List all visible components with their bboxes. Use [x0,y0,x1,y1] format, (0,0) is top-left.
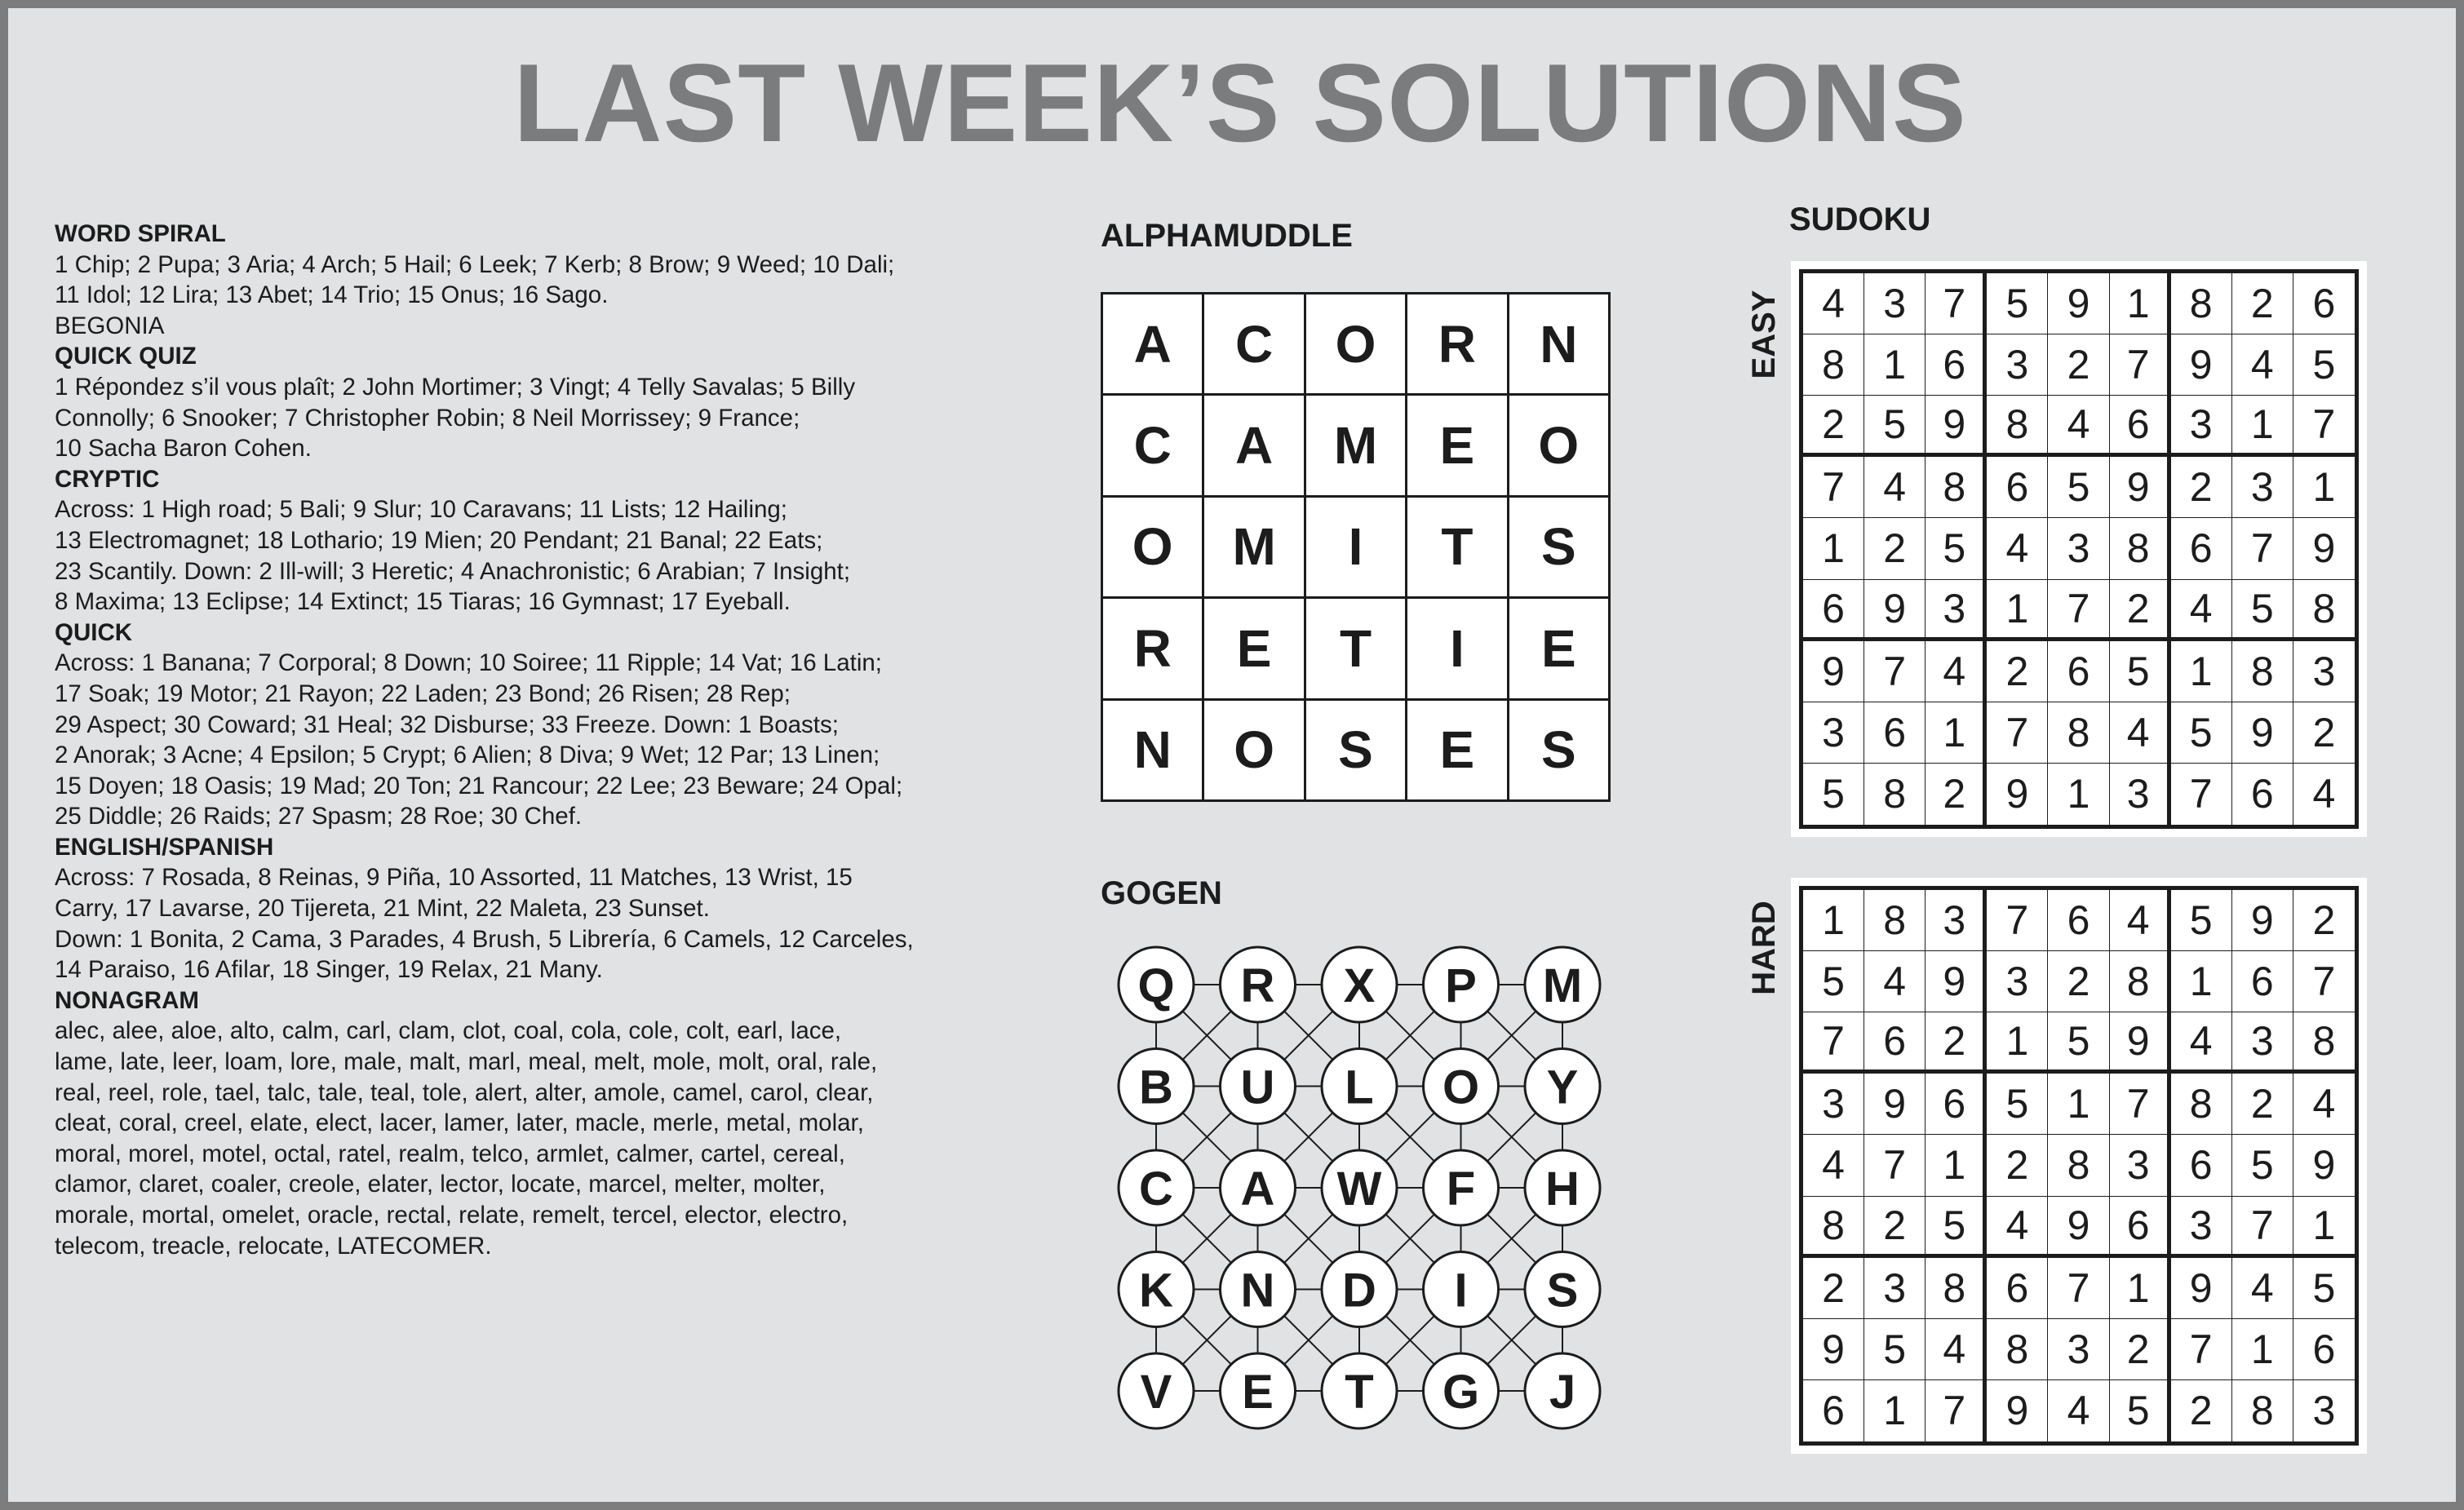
sudoku-hard-cell: 7 [1987,890,2048,951]
sudoku-hard-cell: 3 [2048,1319,2109,1380]
sudoku-easy-cell: 3 [2048,518,2109,579]
solution-line: moral, morel, motel, octal, ratel, realm, telco, armlet, calmer, cartel, cereal, [55,1140,845,1167]
sudoku-easy-cell: 1 [2048,764,2109,825]
solution-line: 15 Doyen; 18 Oasis; 19 Mad; 20 Ton; 21 Rancour; 22 Lee; 23 Beware; 24 Opal; [55,772,903,799]
sudoku-hard-cell: 5 [2232,1135,2293,1196]
alphamuddle-cell: I [1306,498,1405,596]
sudoku-easy-cell: 6 [1987,457,2048,518]
sudoku-easy-cell: 7 [1803,457,1864,518]
alphamuddle-cell: R [1407,294,1506,393]
sudoku-hard-cell: 7 [2293,951,2355,1012]
sudoku-hard-cell: 3 [2171,1197,2232,1258]
solution-line: 10 Sacha Baron Cohen. [55,435,312,463]
gogen-node [1119,1049,1194,1124]
solution-line: 2 Anorak; 3 Acne; 4 Epsilon; 5 Crypt; 6 Alien; 8 Diva; 9 Wet; 12 Par; 13 Linen; [55,742,880,769]
gogen-node [1119,947,1194,1022]
sudoku-hard-cell: 3 [2110,1135,2171,1196]
solution-line: alec, alee, aloe, alto, calm, carl, clam, clot, coal, cola, cole, colt, earl, lace, [55,1017,842,1045]
sudoku-easy-cell: 5 [1926,518,1987,579]
sudoku-easy-cell: 6 [2232,764,2293,825]
gogen-node [1221,1049,1296,1124]
sudoku-hard-cell: 2 [2232,1074,2293,1135]
gogen-node [1424,1252,1499,1327]
sudoku-hard-cell: 2 [1926,1012,1987,1074]
gogen-node [1322,1150,1397,1225]
sudoku-easy-cell: 3 [1926,580,1987,641]
solution-line: BEGONIA [55,312,165,339]
alphamuddle-cell: T [1306,599,1405,697]
solution-line: 1 Répondez s’il vous plaît; 2 John Mortimer; 3 Vingt; 4 Telly Savalas; 5 Billy [55,373,856,401]
gogen-letter: F [1446,1162,1476,1216]
alphamuddle-cell: S [1509,701,1608,799]
gogen-node [1525,1252,1600,1327]
gogen-letter: D [1342,1264,1376,1317]
sudoku-easy-cell: 8 [1926,457,1987,518]
gogen-node [1322,947,1397,1022]
sudoku-easy-cell: 3 [2171,396,2232,457]
alphamuddle-cell: A [1103,294,1202,393]
gogen-letter: T [1345,1366,1374,1419]
gogen-node [1424,1049,1499,1124]
sudoku-hard-cell: 3 [2312,1388,2336,1434]
gogen-letter: J [1549,1366,1576,1419]
solution-line: telecom, treacle, relocate, LATECOMER. [55,1232,492,1260]
sudoku-easy-cell: 5 [2110,641,2171,702]
sudoku-easy-cell: 3 [1803,702,1864,764]
sudoku-hard-cell: 5 [1864,1319,1926,1380]
sudoku-hard-cell: 7 [2110,1074,2171,1135]
section-heading: QUICK [55,618,133,646]
sudoku-hard-cell: 7 [2048,1258,2109,1319]
sudoku-hard-cell: 5 [2293,1258,2355,1319]
sudoku-easy-cell: 1 [2293,457,2355,518]
sudoku-easy-cell: 4 [1803,273,1864,334]
sudoku-hard-cell: 7 [2171,1319,2232,1380]
alphamuddle-cell: I [1407,599,1506,697]
solutions-text-column [55,219,1075,1261]
sudoku-hard-cell: 8 [2232,1380,2293,1441]
sudoku-hard-cell: 3 [1803,1074,1864,1135]
section-heading: ENGLISH/SPANISH [55,833,274,861]
solution-line: Down: 1 Bonita, 2 Cama, 3 Parades, 4 Brush, 5 Librería, 6 Camels, 12 Carceles, [55,925,914,953]
sudoku-hard-cell: 1 [2048,1074,2109,1135]
gogen-letter: A [1240,1162,1275,1216]
sudoku-hard-cell: 4 [2171,1012,2232,1074]
solution-line: 23 Scantily. Down: 2 Ill-will; 3 Heretic; 4 Anachronistic; 6 Arabian; 7 Insight; [55,557,851,585]
solution-line: lame, late, leer, loam, lore, male, malt, marl, meal, melt, mole, molt, oral, rale, [55,1048,878,1076]
gogen-node [1424,1150,1499,1225]
sudoku-hard-cell: 8 [1987,1319,2048,1380]
gogen-letter: Q [1137,959,1175,1012]
sudoku-hard-cell: 4 [1987,1197,2048,1258]
sudoku-easy-cell: 3 [2110,764,2171,825]
sudoku-hard-cell: 5 [1803,951,1864,1012]
alphamuddle-cell: O [1204,701,1303,799]
gogen-letter: N [1240,1264,1275,1317]
sudoku-hard-cell: 1 [2110,1258,2171,1319]
alphamuddle-cell: T [1407,498,1506,596]
sudoku-easy-cell: 4 [1926,641,1987,702]
gogen-node [1322,1252,1397,1327]
sudoku-hard-cell: 4 [1864,951,1926,1012]
alphamuddle-cell: O [1103,498,1202,596]
solution-line: 29 Aspect; 30 Coward; 31 Heal; 32 Disburse; 33 Freeze. Down: 1 Boasts; [55,711,839,738]
sudoku-hard-cell: 8 [2110,951,2171,1012]
sudoku-easy-cell: 9 [2171,334,2232,396]
sudoku-hard-cell: 2 [2171,1380,2232,1441]
sudoku-hard-cell: 4 [2293,1074,2355,1135]
sudoku-hard-cell: 3 [2232,1012,2293,1074]
gogen-node [1119,1353,1194,1428]
solution-line: 11 Idol; 12 Lira; 13 Abet; 14 Trio; 15 Onus; 16 Sago. [55,281,609,309]
sudoku-easy-cell: 1 [2171,641,2232,702]
sudoku-label: SUDOKU [1789,201,1931,237]
sudoku-hard-cell: 9 [2110,1012,2171,1074]
sudoku-hard-cell: 9 [2048,1197,2109,1258]
sudoku-easy-cell: 9 [2110,457,2171,518]
sudoku-easy-cell: 8 [1803,334,1864,396]
sudoku-easy-cell: 2 [2048,334,2109,396]
sudoku-easy-cell: 5 [1803,764,1864,825]
alphamuddle-cell: N [1509,294,1608,393]
sudoku-hard-cell: 9 [2293,1135,2355,1196]
sudoku-hard-cell: 6 [1864,1012,1926,1074]
sudoku-hard-cell: 7 [1864,1135,1926,1196]
sudoku-easy-cell: 6 [2293,273,2355,334]
sudoku-easy-cell: 9 [2232,702,2293,764]
sudoku-hard-cell: 1 [2171,951,2232,1012]
sudoku-easy-cell: 7 [2048,580,2109,641]
sudoku-hard-cell: 3 [1864,1258,1926,1319]
gogen-node [1424,1353,1499,1428]
sudoku-hard-cell: 4 [2048,1380,2109,1441]
gogen-letter: C [1139,1162,1173,1216]
sudoku-easy-label: EASY [1746,290,1782,379]
sudoku-hard-cell: 6 [2048,890,2109,951]
solution-line: cleat, coral, creel, elate, elect, lacer, lamer, later, macle, merle, metal, molar, [55,1109,864,1137]
sudoku-easy-cell: 2 [1926,764,1987,825]
gogen-letter: E [1242,1366,1274,1419]
gogen-letter: G [1442,1366,1480,1419]
section-heading: NONAGRAM [55,986,199,1014]
sudoku-hard-cell: 9 [2171,1258,2232,1319]
solution-line: 1 Chip; 2 Pupa; 3 Aria; 4 Arch; 5 Hail; 6 Leek; 7 Kerb; 8 Brow; 9 Weed; 10 Dali; [55,250,895,278]
sudoku-hard-cell: 8 [1926,1258,1987,1319]
sudoku-easy-cell: 8 [1864,764,1926,825]
sudoku-easy-cell: 4 [2312,771,2336,817]
sudoku-easy-cell: 8 [2171,273,2232,334]
sudoku-hard-cell: 8 [2293,1012,2355,1074]
alphamuddle-cell: S [1509,498,1608,596]
gogen-letter: H [1545,1162,1580,1216]
sudoku-hard-cell: 2 [2110,1319,2171,1380]
sudoku-easy-cell: 9 [1803,641,1864,702]
solution-line: Across: 1 Banana; 7 Corporal; 8 Down; 10 Soiree; 11 Ripple; 14 Vat; 16 Latin; [55,649,882,677]
sudoku-hard-cell: 4 [2110,890,2171,951]
sudoku-easy-cell: 4 [2048,396,2109,457]
gogen-letter: Y [1546,1061,1579,1114]
sudoku-hard-cell: 1 [1864,1380,1926,1441]
gogen-letter: V [1140,1366,1172,1419]
gogen-letter: R [1240,959,1275,1012]
sudoku-hard-cell: 6 [1987,1258,2048,1319]
alphamuddle-cell: E [1204,599,1303,697]
sudoku-easy-cell: 5 [2293,334,2355,396]
sudoku-easy-cell: 1 [1987,580,2048,641]
section-heading: CRYPTIC [55,465,160,493]
gogen-letter: M [1542,959,1583,1012]
solution-line: 14 Paraiso, 16 Afilar, 18 Singer, 19 Relax, 21 Many. [55,956,603,984]
sudoku-hard-cell: 9 [2232,890,2293,951]
gogen-node [1221,1252,1296,1327]
gogen-letter: I [1454,1264,1468,1317]
sudoku-hard-cell: 6 [2293,1319,2355,1380]
sudoku-easy-cell: 7 [2293,396,2355,457]
sudoku-hard-cell: 6 [2171,1135,2232,1196]
gogen-grid [1110,938,1607,1460]
gogen-node [1119,1252,1194,1327]
solution-line: 17 Soak; 19 Motor; 21 Rayon; 22 Laden; 23 Bond; 26 Risen; 28 Rep; [55,680,791,707]
sudoku-easy-cell: 5 [1864,396,1926,457]
sudoku-hard-cell: 2 [2293,890,2355,951]
sudoku-easy-cell: 1 [1864,334,1926,396]
gogen-letter: W [1336,1162,1382,1216]
sudoku-easy-cell: 2 [2293,702,2355,764]
solution-line: clamor, claret, coaler, creole, elater, lector, locate, marcel, melter, molter, [55,1171,826,1198]
sudoku-easy-cell: 2 [1803,396,1864,457]
sudoku-easy-cell: 4 [2171,580,2232,641]
sudoku-easy-cell: 8 [2293,580,2355,641]
sudoku-hard-cell: 5 [2110,1380,2171,1441]
sudoku-easy-cell: 1 [1803,518,1864,579]
sudoku-hard-cell: 8 [2171,1074,2232,1135]
sudoku-easy-cell: 6 [1864,702,1926,764]
gogen-node [1221,1353,1296,1428]
sudoku-hard-cell: 1 [1803,890,1864,951]
sudoku-easy-cell: 5 [2232,580,2293,641]
sudoku-easy-cell: 9 [1926,396,1987,457]
gogen-node [1525,947,1600,1022]
sudoku-hard-cell: 7 [1926,1380,1987,1441]
sudoku-hard-cell: 1 [2293,1197,2355,1258]
gogen-label: GOGEN [1101,875,1222,911]
sudoku-easy-cell: 2 [2232,273,2293,334]
sudoku-easy-cell: 3 [1987,334,2048,396]
sudoku-easy-cell: 2 [1864,518,1926,579]
alphamuddle-cell: O [1306,294,1405,393]
gogen-letter: B [1139,1061,1173,1114]
gogen-node [1322,1049,1397,1124]
alphamuddle-cell: C [1204,294,1303,393]
sudoku-easy-cell: 8 [2048,702,2109,764]
sudoku-hard-cell: 4 [1803,1135,1864,1196]
sudoku-easy-cell: 7 [1987,702,2048,764]
gogen-node [1525,1049,1600,1124]
sudoku-easy-cell: 6 [1926,334,1987,396]
sudoku-hard-cell: 4 [1926,1319,1987,1380]
sudoku-easy-cell: 1 [1926,702,1987,764]
sudoku-easy-cell: 1 [2110,273,2171,334]
solution-line: Across: 1 High road; 5 Bali; 9 Slur; 10 Caravans; 11 Lists; 12 Hailing; [55,496,788,524]
sudoku-easy-cell: 5 [2171,702,2232,764]
sudoku-easy-cell: 6 [1803,580,1864,641]
sudoku-hard-cell: 3 [1987,951,2048,1012]
solution-line: 8 Maxima; 13 Eclipse; 14 Extinct; 15 Tiaras; 16 Gymnast; 17 Eyeball. [55,588,791,616]
alphamuddle-cell: M [1306,396,1405,494]
gogen-letter: S [1546,1264,1579,1317]
gogen-node [1119,1150,1194,1225]
alphamuddle-cell: E [1407,701,1506,799]
sudoku-easy-cell: 6 [2171,518,2232,579]
alphamuddle-cell: A [1204,396,1303,494]
sudoku-easy-cell: 3 [2232,457,2293,518]
alphamuddle-cell: S [1306,701,1405,799]
sudoku-hard-cell: 1 [1987,1012,2048,1074]
sudoku-easy-cell: 9 [1987,764,2048,825]
alphamuddle-cell: E [1407,396,1506,494]
sudoku-hard-cell: 6 [2110,1197,2171,1258]
solution-line: Connolly; 6 Snooker; 7 Christopher Robin; 8 Neil Morrissey; 9 France; [55,404,800,432]
alphamuddle-cell: O [1509,396,1608,494]
gogen-letter: L [1345,1061,1374,1114]
sudoku-hard-cell: 9 [1987,1380,2048,1441]
gogen-letter: X [1343,959,1376,1012]
sudoku-hard-cell: 9 [1926,951,1987,1012]
sudoku-easy-cell: 7 [2232,518,2293,579]
sudoku-hard-cell: 1 [2232,1319,2293,1380]
sudoku-hard-cell: 6 [1803,1380,1864,1441]
sudoku-easy-cell: 9 [2048,273,2109,334]
alphamuddle-cell: N [1103,701,1202,799]
sudoku-hard-cell: 6 [2232,951,2293,1012]
sudoku-hard-grid [1799,886,2359,1446]
sudoku-hard-cell: 2 [2048,951,2109,1012]
sudoku-hard-cell: 7 [2232,1197,2293,1258]
sudoku-easy-cell: 4 [1987,518,2048,579]
solution-line: real, reel, role, tael, talc, tale, teal, tole, alert, alter, amole, camel, carol, clear, [55,1078,874,1106]
gogen-node [1525,1353,1600,1428]
sudoku-easy-cell: 3 [2293,641,2355,702]
section-heading: WORD SPIRAL [55,220,226,247]
sudoku-hard-frame [1791,878,2367,1454]
sudoku-easy-cell: 6 [2110,396,2171,457]
alphamuddle-cell: R [1103,599,1202,697]
sudoku-hard-cell: 5 [2048,1012,2109,1074]
section-heading: QUICK QUIZ [55,343,197,370]
sudoku-hard-label: HARD [1746,901,1782,995]
page-title: LAST WEEK’S SOLUTIONS [513,41,1967,165]
sudoku-easy-cell: 5 [1987,273,2048,334]
gogen-node [1221,947,1296,1022]
sudoku-easy-cell: 9 [2293,518,2355,579]
sudoku-hard-cell: 6 [1926,1074,1987,1135]
sudoku-hard-cell: 8 [1803,1197,1864,1258]
gogen-node [1525,1150,1600,1225]
sudoku-easy-cell: 1 [2232,396,2293,457]
sudoku-easy-cell: 7 [2110,334,2171,396]
gogen-node [1221,1150,1296,1225]
sudoku-easy-cell: 6 [2048,641,2109,702]
sudoku-easy-cell: 5 [2048,457,2109,518]
gogen-node [1424,947,1499,1022]
gogen-letter: P [1445,959,1477,1012]
gogen-letter: O [1442,1061,1480,1114]
sudoku-easy-cell: 7 [1864,641,1926,702]
alphamuddle-grid [1101,292,1611,802]
sudoku-easy-cell: 2 [1987,641,2048,702]
sudoku-hard-cell: 8 [2048,1135,2109,1196]
sudoku-hard-cell: 9 [1864,1074,1926,1135]
sudoku-easy-cell: 2 [2171,457,2232,518]
sudoku-easy-cell: 2 [2110,580,2171,641]
solution-line: Across: 7 Rosada, 8 Reinas, 9 Piña, 10 Assorted, 11 Matches, 13 Wrist, 15 [55,864,853,892]
sudoku-hard-cell: 5 [1926,1197,1987,1258]
sudoku-hard-cell: 5 [1987,1074,2048,1135]
alphamuddle-cell: M [1204,498,1303,596]
sudoku-hard-cell: 9 [1803,1319,1864,1380]
solution-line: morale, mortal, omelet, oracle, rectal, relate, remelt, tercel, elector, electro, [55,1202,849,1229]
solution-line: 25 Diddle; 26 Raids; 27 Spasm; 28 Roe; 30 Chef. [55,803,583,830]
sudoku-hard-cell: 2 [1803,1258,1864,1319]
sudoku-hard-cell: 1 [1926,1135,1987,1196]
alphamuddle-cell: E [1509,599,1608,697]
sudoku-easy-cell: 8 [2232,641,2293,702]
sudoku-easy-cell: 4 [2232,334,2293,396]
solution-line: Carry, 17 Lavarse, 20 Tijereta, 21 Mint, 22 Maleta, 23 Sunset. [55,895,710,923]
sudoku-easy-frame [1791,261,2367,837]
sudoku-hard-cell: 5 [2171,890,2232,951]
sudoku-easy-grid [1799,269,2359,829]
sudoku-easy-cell: 7 [2171,764,2232,825]
sudoku-easy-cell: 8 [2110,518,2171,579]
gogen-board [1110,938,1607,1460]
solution-line: 13 Electromagnet; 18 Lothario; 19 Mien; 20 Pendant; 21 Banal; 22 Eats; [55,526,823,554]
sudoku-hard-cell: 3 [1926,890,1987,951]
sudoku-easy-cell: 4 [1864,457,1926,518]
alphamuddle-label: ALPHAMUDDLE [1101,218,1353,254]
gogen-node [1322,1353,1397,1428]
gogen-letter: K [1139,1264,1173,1317]
sudoku-hard-cell: 7 [1803,1012,1864,1074]
sudoku-easy-cell: 7 [1926,273,1987,334]
sudoku-easy-cell: 4 [2110,702,2171,764]
gogen-letter: U [1240,1061,1275,1114]
sudoku-hard-cell: 2 [1987,1135,2048,1196]
sudoku-easy-cell: 9 [1864,580,1926,641]
sudoku-easy-cell: 3 [1864,273,1926,334]
sudoku-easy-cell: 8 [1987,396,2048,457]
sudoku-hard-cell: 8 [1864,890,1926,951]
alphamuddle-cell: C [1103,396,1202,494]
sudoku-hard-cell: 2 [1864,1197,1926,1258]
sudoku-hard-cell: 4 [2232,1258,2293,1319]
